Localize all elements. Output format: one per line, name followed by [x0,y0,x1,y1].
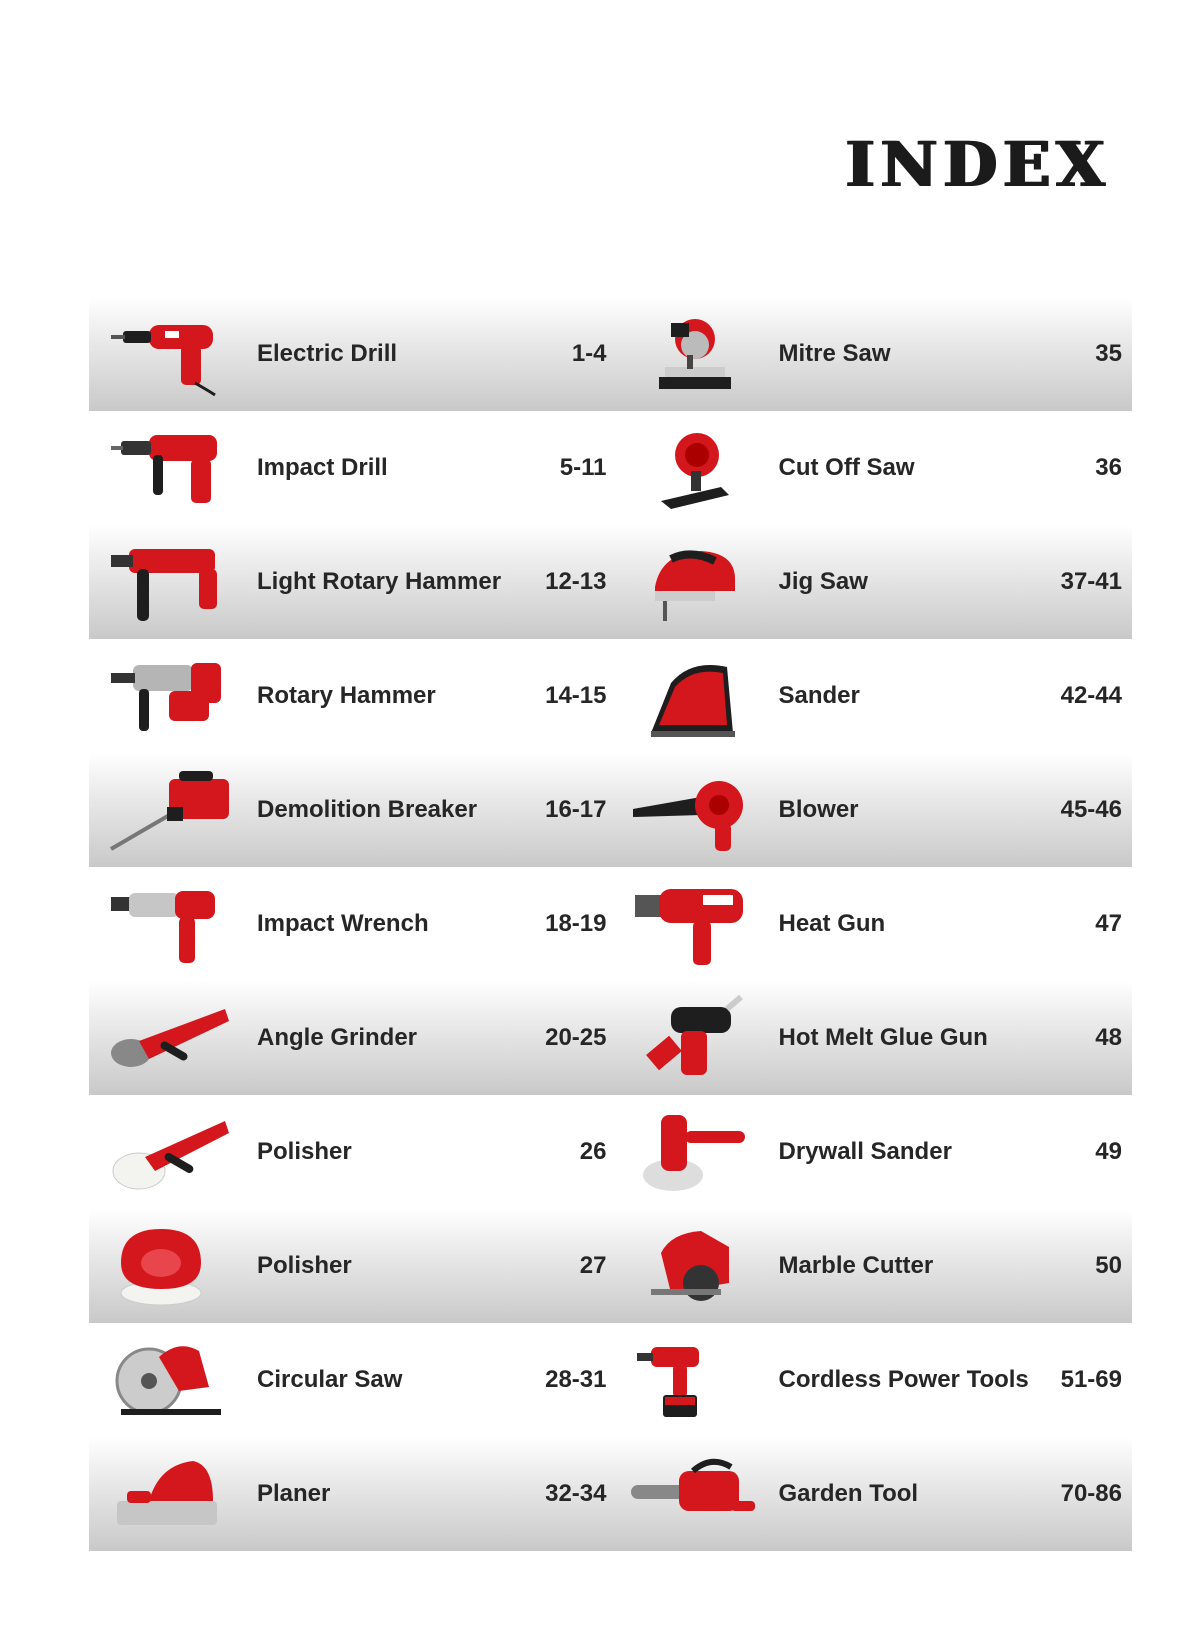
index-entry[interactable] [611,639,1133,753]
tool-name: Mitre Saw [778,340,891,367]
tool-name: Demolition Breaker [257,796,478,823]
tool-name: Angle Grinder [257,1024,418,1051]
tool-name: Jig Saw [778,568,868,595]
rotary-hammer-icon [109,653,237,739]
index-entry[interactable] [611,867,1133,981]
planer-icon [109,1451,237,1537]
tool-name: Sander [778,682,860,709]
page-range: 32-34 [545,1480,607,1507]
index-entry[interactable] [89,525,611,639]
page-range: 16-17 [545,796,607,823]
tool-name: Impact Wrench [257,910,429,937]
chainsaw-icon [631,1451,759,1537]
page-range: 42-44 [1060,682,1122,709]
jig-saw-icon [631,539,759,625]
tool-name: Blower [778,796,859,823]
index-row [89,639,1132,753]
drywall-sander-icon [631,1109,759,1195]
impact-wrench-icon [109,881,237,967]
index-entry[interactable] [89,1323,611,1437]
page-range: 37-41 [1060,568,1122,595]
page-range: 20-25 [545,1024,607,1051]
page-range: 28-31 [545,1366,607,1393]
index-entry[interactable] [89,639,611,753]
tool-name: Heat Gun [778,910,886,937]
page-range: 49 [1095,1138,1122,1165]
index-row [89,525,1132,639]
index-row [89,753,1132,867]
index-entry[interactable] [89,411,611,525]
index-row [89,297,1132,411]
tool-name: Garden Tool [778,1480,919,1507]
heat-gun-icon [631,881,759,967]
index-row [89,867,1132,981]
page-range: 27 [579,1252,607,1279]
electric-drill-icon [109,311,237,397]
tool-name: Impact Drill [257,454,388,481]
index-entry[interactable] [611,1209,1133,1323]
page-range: 45-46 [1060,796,1122,823]
index-entry[interactable] [89,297,611,411]
sander-icon [631,653,759,739]
page-title: INDEX [845,128,1110,201]
index-entry[interactable] [611,1095,1133,1209]
tool-name: Drywall Sander [778,1138,952,1165]
index-entry[interactable] [89,867,611,981]
impact-drill-icon [109,425,237,511]
tool-name: Cordless Power Tools [778,1366,1029,1393]
index-entry[interactable] [611,1323,1133,1437]
tool-name: Hot Melt Glue Gun [778,1024,988,1051]
angle-grinder-icon [109,995,237,1081]
page-range: 36 [1095,454,1122,481]
demolition-breaker-icon [109,767,237,853]
index-entry[interactable] [611,753,1133,867]
index-row [89,1437,1132,1551]
index-row [89,1209,1132,1323]
mitre-saw-icon [631,311,759,397]
circular-saw-icon [109,1337,237,1423]
marble-cutter-icon [631,1223,759,1309]
index-entry[interactable] [611,1437,1133,1551]
page-range: 12-13 [545,568,607,595]
tool-name: Cut Off Saw [778,454,915,481]
page-range: 35 [1095,340,1122,367]
cut-off-saw-icon [631,425,759,511]
tool-name: Electric Drill [257,340,398,367]
light-rotary-hammer-icon [109,539,237,625]
page-range: 50 [1095,1252,1122,1279]
index-row [89,411,1132,525]
page-range: 47 [1095,910,1122,937]
polisher-icon [109,1109,237,1195]
car-polisher-icon [109,1223,237,1309]
cordless-drill-icon [631,1337,759,1423]
blower-icon [631,767,759,853]
page-range: 18-19 [545,910,607,937]
index-entry[interactable] [89,1437,611,1551]
index-entry[interactable] [89,753,611,867]
index-entry[interactable] [89,1209,611,1323]
page-range: 51-69 [1060,1366,1122,1393]
index-entry[interactable] [89,1095,611,1209]
tool-name: Light Rotary Hammer [257,568,502,595]
tool-name: Circular Saw [257,1366,403,1393]
index-table [89,297,1132,1551]
index-entry[interactable] [611,297,1133,411]
index-entry[interactable] [89,981,611,1095]
page-range: 14-15 [545,682,607,709]
index-row [89,1095,1132,1209]
index-entry[interactable] [611,525,1133,639]
tool-name: Polisher [257,1252,352,1279]
tool-name: Planer [257,1480,331,1507]
page-range: 70-86 [1060,1480,1122,1507]
page-range: 5-11 [559,454,607,481]
tool-name: Rotary Hammer [257,682,436,709]
page-range: 26 [579,1138,607,1165]
page-range: 48 [1095,1024,1122,1051]
index-entry[interactable] [611,981,1133,1095]
page-range: 1-4 [571,340,607,367]
index-row [89,981,1132,1095]
tool-name: Marble Cutter [778,1252,934,1279]
tool-name: Polisher [257,1138,352,1165]
index-row [89,1323,1132,1437]
glue-gun-icon [631,995,759,1081]
index-entry[interactable] [611,411,1133,525]
